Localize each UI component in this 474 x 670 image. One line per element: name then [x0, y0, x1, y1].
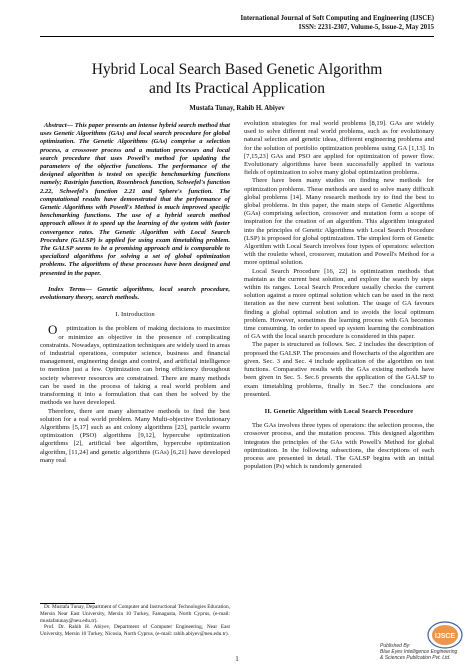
page-number: 1 [235, 655, 239, 663]
intro-paragraph-2: Therefore, there are many alternative methods to find the best solution for a real world problem. Many Multi-objective Evolutionary Algorithms [5,17] such as ant colony algorithms [23], particle swarm optimization (PSO) algorithms [9,12], hypercube optimization algorithms [2], artificial bee algorithm, hypercube optimization algorithm, [11,24] and genetic algorithms (GAs) [6,21] have developed many real [40, 407, 230, 464]
right-paragraph-1: evolution strategies for real world problems [8,19]. GAs are widely used to solve different real world problems, such as for evolutionary natural selection and genetic ideas, different engineering problems and for the solution of portfolio optimization problems using GA [1,13]. In [7,15,23] GAs and PSO are applied for optimization of power flow. Evolutionary algorithms have been successfully applied in various fields of optimization to solve many global optimization problems. [244, 120, 434, 177]
author-footnotes [40, 604, 230, 638]
abstract: Abstract— This paper presents an intense hybrid search method that uses Genetic Algorithms (GAs) and local search procedure for global optimization. The Genetic Algorithms (GAs) comprise a selection process, a crossover process and a mutation processes and local search procedure that uses Powell's method for updating the parameters of the objective functions. The performance of the designed algorithm is tested on specific benchmarking functions namely; Rastrigin function, Rosenbrock function, Schwefel's function 2.22, Schwefel's function 2.21 and Sphere's function. The computational results have demonstrated that the performance of Genetic Algorithms with Powell's Method is much improved specific benchmarking functions. The use of a hybrid search method approach allows it to speed up the learning of the system with faster convergence rates. The Genetic Algorithm with Local Search Procedure (GALSP) is applied for using exam timetabling problem. The GALSP seems to be a promising approach and is comparable to specialized algorithms for solving a set of global optimization problems. The algorithms of these processes have been designed and presented in the paper. [40, 122, 230, 277]
right-paragraph-3: Local Search Procedure [16, 22] is optimization methods that maintain as the current best solution, and explore the search by steps within its ranges. Local Search Procedure usually checks the current solution against a more optimal solution which can be used in the next iteration as the new current best solution. The usage of GA favours finding a global optimal solution and to avoids the local optimum problem. However, sometimes the learning process with GA becomes time consuming. In order to speed up system learning the combination of GA with the local search procedure is considered in this paper. [244, 267, 434, 341]
footnote-2: Prof. Dr. Rahib H. Abiyev, Department of Computer Engineering, Near East University, Mersin 10 Turkey, Nicosia, North Cyprus, (e-mail: rahib.abiyev@neu.edu.tr). [40, 624, 230, 638]
header-rule [40, 36, 434, 37]
left-column [40, 122, 230, 465]
footnote-1: Dr. Mustafa Tunay, Department of Computer and Instructional Technologies Education, Mersin Near East University, Mersin 10 Turkey, Famagusta, North Cyprus, (e-mail: mustafatunay@neu.edu.tr). [40, 604, 231, 624]
publisher-line-1: Published By: [380, 643, 411, 649]
journal-issn: ISSN: 2231-2307, Volume-5, Issue-2, May 2015 [298, 23, 434, 31]
publisher-line-3: & Sciences Publication Pvt. Ltd. [380, 655, 451, 661]
intro-paragraph-1: Optimization is the problem of making decisions to maximize or minimize an objective in the presence of complicating constraints. Nowadays, optimization techniques are widely used in areas of industrial operations, computer science, business and financial management, engineering design and control, and artificial intelligence to mention just a few. Optimization can bring efficiency throughout society wherever resources are constrained. There are many methods can be used in the process of taking a real world problem and transforming it into a formulation that can then be solved by the methods we have developed. [40, 322, 230, 407]
title-line-1: Hybrid Local Search Based Genetic Algorithm [91, 61, 383, 78]
section-2-paragraph: The GAs involves three types of operators: the selection process, the crossover process, and the mutation process. This designed algorithm integrates the principles of the GAs with Powell's Method for global optimization. In the following subsections, the descriptions of each process are presented in detail. The GALSP begins with an initial population (Ps) which is randomly generated [244, 422, 434, 471]
paper-title [40, 60, 434, 98]
index-terms: Index Terms— Genetic algorithms, local search procedure, evolutionary theory, search methods. [40, 285, 230, 302]
section-1-title: I. Introduction [115, 311, 155, 319]
svg-text:IJSCE: IJSCE [434, 633, 456, 640]
right-paragraph-2: There have been many studies on finding new methods for optimization problems. These methods are used to solve many difficult global problems [14]. Many research methods try to find the best to global problems. In this paper, the main steps of Genetic Algorithms (GAs) comprising selection, crossover and mutation form a scope of inspiration for the creation of an algorithm. This algorithm integrated into the principles of Genetic Algorithms with Local Search Procedure (LSP) is proposed for global optimization. The simplest form of Genetic Algorithm with Local Search involves four types of operators: selection with the roulette wheel, crossover, mutation and Powell's Method for a more optimal solution. [244, 177, 434, 267]
authors: Mustafa Tunay, Rahib H. Abiyev [189, 105, 285, 112]
section-2-title: II. Genetic Algorithm with Local Search Procedure [264, 407, 414, 415]
publisher-credit [380, 643, 457, 661]
publisher-line-2: Blue Eyes Intelligence Engineering [380, 649, 458, 655]
journal-header [240, 15, 434, 32]
journal-name: International Journal of Soft Computing and Engineering (IJSCE) [240, 15, 434, 22]
title-line-2: and Its Practical Application [148, 80, 326, 97]
right-paragraph-4: The paper is structured as follows. Sec. 2 includes the description of proposed the GALSP. The processes and flowcharts of the algorithm are given. Sec. 3 and Sec. 4 include application of the algorithm on test functions. Comparative results with the GAs existing methods have been given in Sec. 5. Sec.6 presents the application of the GALSP to exam timetabling problems, finally in Sec.7 the conclusions are presented. [244, 341, 434, 398]
right-column [244, 120, 434, 471]
